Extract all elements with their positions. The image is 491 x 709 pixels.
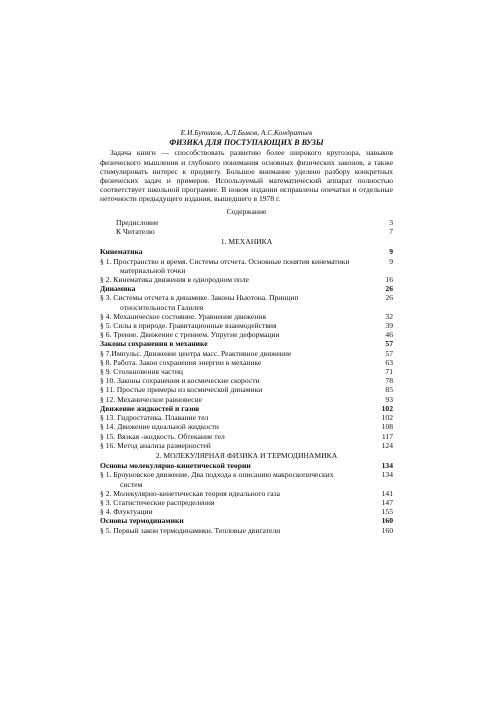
toc-page-number: 9: [389, 247, 393, 257]
toc-chapter-row: [100, 461, 393, 470]
toc-page-number: 141: [381, 488, 393, 498]
contents-heading: Содержание: [226, 206, 267, 216]
toc-entry-title-text: § 9. Столкновения частиц: [100, 367, 183, 377]
toc-entry-title: [100, 461, 371, 470]
toc-entry-title-text: § 13. Гидростатика. Плавание тел: [100, 413, 209, 423]
toc-chapter-row: [100, 339, 393, 348]
toc-entry-row: [100, 293, 393, 311]
toc-entry-title-text: § 2. Кинематика движения в однородном поле: [100, 275, 249, 285]
page-content: [100, 128, 393, 535]
toc-entry-title: [100, 498, 371, 507]
toc-entry-title-continuation: относительности Галилея: [120, 302, 204, 312]
toc-chapter-row: [100, 247, 393, 256]
toc-entry-title: [100, 275, 371, 284]
toc-page-number: 16: [385, 275, 393, 285]
toc-page-number: 134: [381, 470, 393, 480]
toc-entry-title-text: § 11. Простые примеры из космической динамики: [100, 385, 263, 395]
toc-entry-row: [100, 367, 393, 376]
toc-entry-title: [100, 218, 371, 227]
toc-entry-row: [100, 218, 393, 227]
toc-entry-row: [100, 275, 393, 284]
toc-entry-title: [100, 257, 371, 275]
toc-entry-title: [100, 330, 371, 339]
toc-entry-row: [100, 227, 393, 236]
toc-entry-row: [100, 385, 393, 394]
toc-entry-title: [100, 339, 371, 348]
toc-page-number: 26: [385, 284, 393, 294]
toc-entry-row: [100, 413, 393, 422]
toc-entry-title: [100, 413, 371, 422]
toc-entry-row: [100, 376, 393, 385]
toc-entry-title-text: § 2. Молекулярно-кинетическая теория идеального газа: [100, 488, 281, 498]
toc-entry-title: [100, 432, 371, 441]
toc-page-number: 26: [385, 293, 393, 303]
toc-entry-row: [100, 498, 393, 507]
toc-entry-title-text: Кинематика: [100, 247, 143, 257]
toc-page-number: 93: [385, 394, 393, 404]
toc-entry-title: [100, 312, 371, 321]
toc-entry-title-text: § 1. Пространство и время. Системы отсчета. Основные понятия кинематики: [100, 256, 350, 266]
toc-entry-title: [100, 516, 371, 525]
toc-page-number: 134: [381, 461, 393, 471]
toc-page-number: 117: [381, 431, 393, 441]
toc-entry-title-text: § 5. Силы в природе. Гравитационные взаимодействия: [100, 321, 277, 331]
toc-part-1: [100, 247, 393, 449]
toc-entry-title-text: § 4. Флуктуации: [100, 507, 153, 517]
toc-entry-title: [100, 404, 371, 413]
toc-entry-title-text: § 1. Броуновское движение. Два подхода к описанию макроскопических: [100, 470, 334, 480]
part-heading-molecular-physics: 2. МОЛЕКУЛЯРНАЯ ФИЗИКА И ТЕРМОДИНАМИКА: [155, 450, 338, 460]
toc-page-number: 147: [381, 497, 393, 507]
toc-page-number: 9: [389, 256, 393, 266]
toc-entry-title: [100, 321, 371, 330]
toc-entry-title-text: § 15. Вязкая -жидкость. Обтекание тел: [100, 431, 225, 441]
toc-entry-title-text: Движение жидкостей и газов: [100, 403, 200, 413]
toc-entry-row: [100, 358, 393, 367]
toc-entry-row: [100, 489, 393, 498]
toc-page-number: 160: [381, 525, 393, 535]
toc-entry-title: [100, 247, 371, 256]
toc-entry-title-text: § 8. Работа. Закон сохранения энергии в механике: [100, 357, 262, 367]
toc-entry-title: [100, 526, 371, 535]
toc-entry-title-text: § 12. Механическое равновесие: [100, 394, 202, 404]
toc-entry-title-text: Предисловие: [116, 217, 159, 227]
toc-part-2: [100, 461, 393, 535]
toc-entry-title: [100, 284, 371, 293]
toc-page-number: 46: [385, 330, 393, 340]
toc-entry-title: [100, 489, 371, 498]
toc-entry-title: [100, 422, 371, 431]
toc-entry-row: [100, 321, 393, 330]
toc-entry-row: [100, 422, 393, 431]
toc-page-number: 155: [381, 507, 393, 517]
toc-page-number: 7: [389, 227, 393, 237]
toc-entry-title: [100, 293, 371, 311]
toc-entry-title-text: § 4. Механическое состояние. Уравнение движения: [100, 311, 266, 321]
toc-entry-row: [100, 432, 393, 441]
toc-entry-title: [100, 349, 371, 358]
toc-entry-row: [100, 470, 393, 488]
toc-entry-title-text: § 7.Импульс. Движение центра масс. Реактивное движение: [100, 348, 292, 358]
toc-entry-title: [100, 395, 371, 404]
toc-page-number: 3: [389, 217, 393, 227]
toc-entry-row: [100, 507, 393, 516]
toc-entry-title-continuation: материальной точки: [120, 265, 186, 275]
toc-entry-title: [100, 376, 371, 385]
toc-entry-title-text: § 16. Метод анализа размерностей: [100, 440, 211, 450]
toc-entry-title-text: Основы термодинамики: [100, 516, 184, 526]
toc-entry-row: [100, 257, 393, 275]
toc-entry-title: [100, 507, 371, 516]
toc-entry-title-text: Законы сохранения в механике: [100, 339, 208, 349]
toc-entry-title-text: К Читателю: [116, 227, 155, 237]
authors-line: Е.И.Бутиков, А.Л.Быков, А.С.Кондратьев: [180, 128, 313, 137]
toc-page-number: 57: [385, 339, 393, 349]
toc-entry-row: [100, 395, 393, 404]
toc-page-number: 124: [381, 440, 393, 450]
toc-entry-title-text: § 14. Движение идеальной жидкости: [100, 422, 219, 432]
toc-page-number: 102: [381, 413, 393, 423]
toc-entry-title-text: § 5. Первый закон термодинамики. Тепловые двигатели: [100, 525, 281, 535]
toc-entry-row: [100, 526, 393, 535]
toc-page-number: 78: [385, 376, 393, 386]
toc-front-matter: [100, 218, 393, 236]
book-title: ФИЗИКА ДЛЯ ПОСТУПАЮЩИХ В ВУЗЫ: [169, 138, 324, 148]
toc-page-number: 85: [385, 385, 393, 395]
toc-entry-title: [100, 385, 371, 394]
toc-page-number: 39: [385, 321, 393, 331]
toc-page-number: 108: [381, 422, 393, 432]
toc-page-number: 63: [385, 357, 393, 367]
toc-entry-title: [100, 227, 371, 236]
toc-page-number: 57: [385, 348, 393, 358]
toc-entry-title-text: § 3. Системы отсчета в динамике. Законы Ньютона. Принцип: [100, 293, 299, 303]
toc-entry-row: [100, 441, 393, 450]
toc-entry-row: [100, 349, 393, 358]
toc-entry-title: [100, 470, 371, 488]
toc-chapter-row: [100, 284, 393, 293]
toc-page-number: 32: [385, 311, 393, 321]
toc-entry-title-text: § 10. Законы сохранения и космические скорости: [100, 376, 260, 386]
book-abstract: Задача книги — способствовать развитию более широкого кругозора, навыков физического мышления и глубокого понимания основных физических законов, а также стимулировать интерес к предмету. Большое внимание уделено разбору конкретных физических задач и примеров. Используемый математический аппарат полностью соответствует школьной программе. В новом издании исправлены опечатки и отдельные неточности предыдущего издания, вышедшего в 1978 г.: [100, 148, 393, 204]
toc-page-number: 160: [381, 516, 393, 526]
toc-entry-title: [100, 358, 371, 367]
toc-entry-title: [100, 441, 371, 450]
toc-entry-title-text: Динамика: [100, 284, 136, 294]
toc-chapter-row: [100, 404, 393, 413]
toc-chapter-row: [100, 516, 393, 525]
toc-entry-row: [100, 330, 393, 339]
toc-entry-title-continuation: систем: [120, 479, 143, 489]
toc-entry-row: [100, 312, 393, 321]
table-of-contents: [100, 218, 393, 535]
toc-entry-title-text: § 3. Статистические распределения: [100, 497, 215, 507]
part-heading-mechanics: 1. МЕХАНИКА: [220, 237, 273, 247]
toc-entry-title: [100, 367, 371, 376]
toc-page-number: 102: [381, 403, 393, 413]
toc-entry-title-text: § 6. Трение. Движение с трением. Упругие деформации: [100, 330, 280, 340]
toc-page-number: 71: [385, 367, 393, 377]
toc-entry-title-text: Основы молекулярно-кинетической теории: [100, 461, 251, 471]
